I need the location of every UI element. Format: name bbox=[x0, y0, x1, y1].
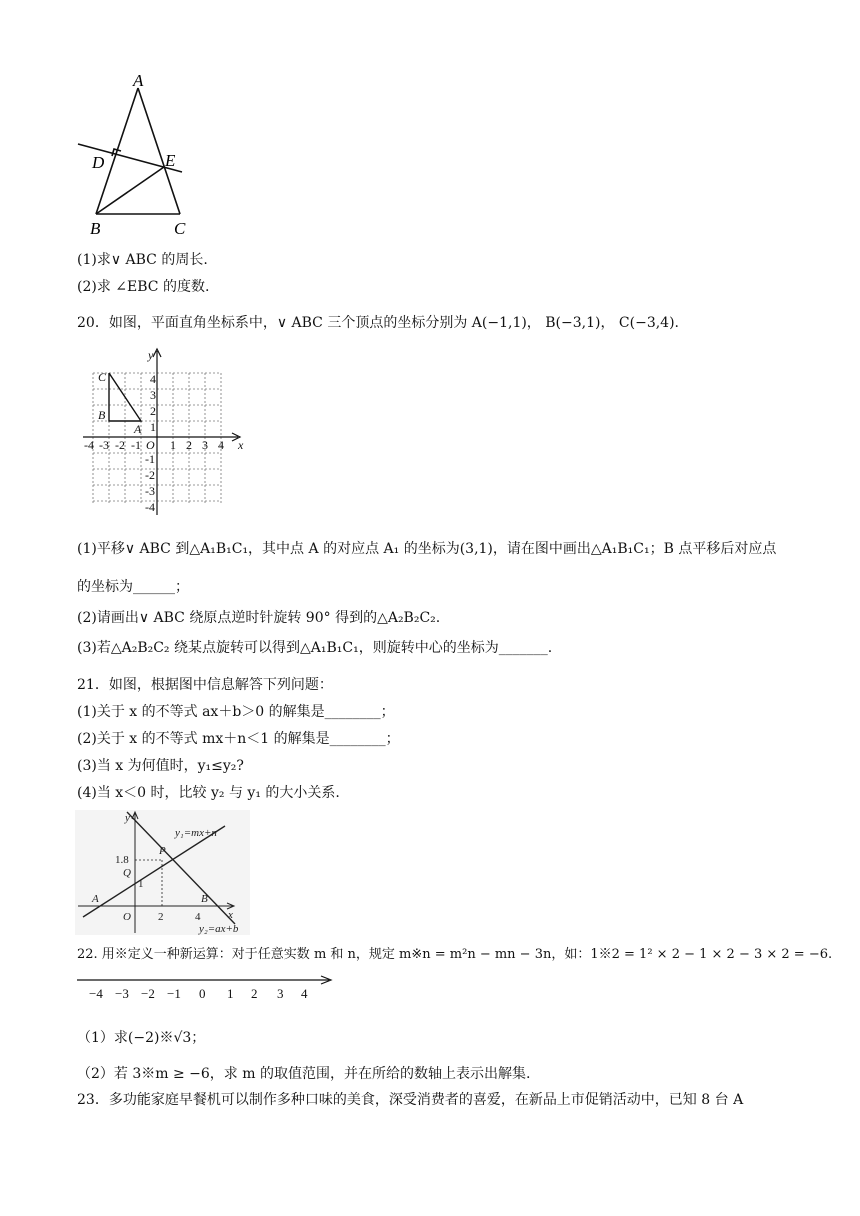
x-tick: -1 bbox=[131, 438, 141, 452]
tick-label: −2 bbox=[141, 986, 155, 1001]
q19-part1: (1)求∨ ABC 的周长. bbox=[77, 252, 208, 268]
tick-label: 1 bbox=[227, 986, 234, 1001]
point-label-Q: Q bbox=[123, 867, 131, 879]
tick-label: −1 bbox=[167, 986, 181, 1001]
axis-y-label: y bbox=[148, 348, 154, 362]
q20-stem: 20．如图，平面直角坐标系中，∨ ABC 三个顶点的坐标分别为 A(−1,1)， B(−3,1)， C(−3,4). bbox=[77, 315, 679, 331]
number-line bbox=[75, 970, 345, 1005]
y-tick: -2 bbox=[145, 468, 155, 482]
label-A: A bbox=[133, 71, 144, 90]
point-label-P: P bbox=[159, 845, 166, 857]
q21-part1: (1)关于 x 的不等式 ax＋b＞0 的解集是________； bbox=[77, 704, 395, 720]
tick-label: 3 bbox=[277, 986, 284, 1001]
axis-x-label: x bbox=[238, 438, 244, 452]
value-2: 2 bbox=[158, 911, 164, 923]
x-tick: 4 bbox=[218, 438, 224, 452]
q19-part2: (2)求 ∠EBC 的度数. bbox=[77, 279, 210, 295]
line1-label: y₁=mx+n bbox=[175, 827, 217, 839]
triangle-figure bbox=[70, 70, 200, 240]
x-tick: -2 bbox=[115, 438, 125, 452]
q21-part4: (4)当 x＜0 时，比较 y₂ 与 y₁ 的大小关系. bbox=[77, 785, 340, 801]
q22-part1: （1）求(−2)※√3； bbox=[77, 1030, 206, 1046]
value-1-8: 1.8 bbox=[115, 854, 129, 866]
q22-stem: 22. 用※定义一种新运算：对于任意实数 m 和 n，规定 m※n = m²n − mn − 3n，如：1※2 = 1² × 2 − 1 × 2 − 3 × 2 = −6. bbox=[77, 947, 833, 962]
label-E: E bbox=[165, 151, 176, 170]
q22-part2: （2）若 3※m ≥ −6，求 m 的取值范围，并在所给的数轴上表示出解集. bbox=[77, 1066, 531, 1082]
line2-label: y₂=ax+b bbox=[199, 923, 239, 935]
value-4: 4 bbox=[195, 911, 201, 923]
linear-functions-figure bbox=[75, 810, 250, 935]
x-tick: -4 bbox=[84, 438, 94, 452]
q20-part2: (2)请画出∨ ABC 绕原点逆时针旋转 90° 得到的△A₂B₂C₂. bbox=[77, 610, 441, 626]
q20-part1a: (1)平移∨ ABC 到△A₁B₁C₁，其中点 A 的对应点 A₁ 的坐标为(3,1)，请在图中画出△A₁B₁C₁；B 点平移后对应点 bbox=[77, 541, 777, 557]
y-tick: -3 bbox=[145, 484, 155, 498]
x-tick: 1 bbox=[170, 438, 176, 452]
q21-part2: (2)关于 x 的不等式 mx＋n＜1 的解集是________； bbox=[77, 731, 400, 747]
tick-label: 4 bbox=[301, 986, 308, 1001]
y-tick: 1 bbox=[150, 420, 156, 434]
point-label-A: A bbox=[134, 422, 142, 436]
label-B: B bbox=[90, 219, 101, 238]
x-tick: -3 bbox=[99, 438, 109, 452]
point-label-C: C bbox=[98, 370, 107, 384]
tick-label: −4 bbox=[89, 986, 103, 1001]
y-tick: 3 bbox=[150, 388, 156, 402]
q20-part1b: 的坐标为______； bbox=[77, 579, 189, 595]
q21-part3: (3)当 x 为何值时，y₁≤y₂? bbox=[77, 758, 244, 774]
axis-y-label: y bbox=[125, 812, 130, 824]
tick-label: −3 bbox=[115, 986, 129, 1001]
y-tick: 4 bbox=[150, 372, 156, 386]
coordinate-grid-figure bbox=[78, 345, 253, 520]
point-label-B: B bbox=[201, 893, 208, 905]
origin-label: O bbox=[123, 911, 131, 923]
q21-stem: 21．如图，根据图中信息解答下列问题： bbox=[77, 677, 333, 693]
value-1: 1 bbox=[138, 878, 144, 890]
label-D: D bbox=[92, 153, 105, 172]
label-C: C bbox=[174, 219, 186, 238]
x-tick: 2 bbox=[186, 438, 192, 452]
q20-part3: (3)若△A₂B₂C₂ 绕某点旋转可以得到△A₁B₁C₁，则旋转中心的坐标为_______. bbox=[77, 640, 553, 656]
point-label-A: A bbox=[92, 893, 99, 905]
point-label-B: B bbox=[98, 408, 106, 422]
y-tick: -4 bbox=[145, 500, 155, 514]
tick-label: 0 bbox=[199, 986, 206, 1001]
axis-x-label: x bbox=[228, 909, 233, 921]
tick-label: 2 bbox=[251, 986, 258, 1001]
origin-label: O bbox=[146, 438, 155, 452]
q23-stem: 23．多功能家庭早餐机可以制作多种口味的美食，深受消费者的喜爱，在新品上市促销活动中，已知 8 台 A bbox=[77, 1092, 744, 1108]
y-tick: 2 bbox=[150, 404, 156, 418]
x-tick: 3 bbox=[202, 438, 208, 452]
y-tick: -1 bbox=[145, 452, 155, 466]
